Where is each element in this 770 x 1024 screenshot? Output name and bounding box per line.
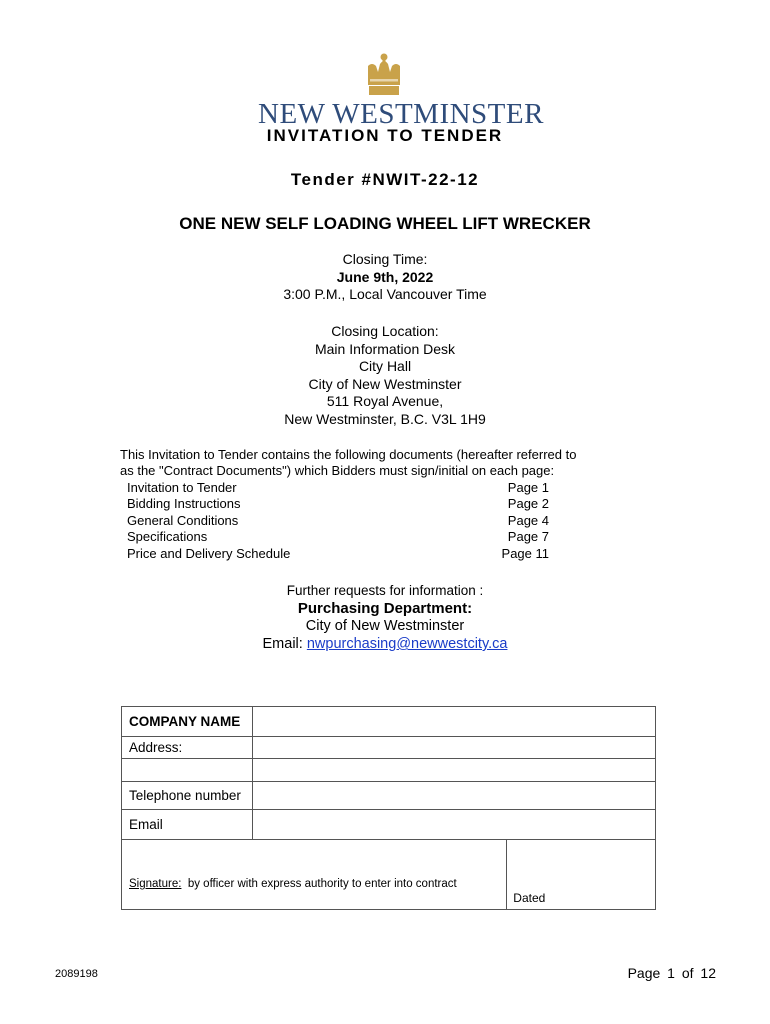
document-row: [127, 529, 549, 545]
address-label-continued: [122, 759, 253, 782]
location-line: City Hall: [358, 358, 412, 374]
closing-location-label: Closing Location:: [331, 323, 439, 339]
document-page: Page 7: [507, 529, 549, 545]
document-name: Bidding Instructions: [127, 496, 241, 512]
document-row: [127, 480, 549, 496]
contact-city: City of New Westminster: [305, 618, 465, 634]
document-page: Page 4: [507, 512, 549, 528]
purchasing-department: Purchasing Department:: [297, 600, 473, 617]
document-name: Price and Delivery Schedule: [127, 545, 291, 561]
contract-documents-list: [127, 480, 549, 562]
contact-email-line: [0, 636, 770, 652]
page-number: Page 1 of 12: [627, 965, 716, 981]
address-field-line2[interactable]: [252, 759, 655, 782]
document-page: Page 1: [507, 480, 549, 495]
dated-label: Dated: [513, 891, 546, 905]
crown-icon: [362, 52, 406, 98]
closing-time-label: Closing Time:: [342, 251, 428, 267]
location-line: City of New Westminster: [308, 375, 462, 392]
telephone-field[interactable]: [252, 782, 655, 810]
dated-field[interactable]: [507, 840, 656, 910]
telephone-label: Telephone number: [122, 782, 253, 810]
email-label: Email:: [262, 636, 303, 652]
document-title: INVITATION TO TENDER: [266, 126, 504, 145]
location-line: Main Information Desk: [314, 340, 456, 357]
project-title: ONE NEW SELF LOADING WHEEL LIFT WRECKER: [179, 214, 591, 233]
location-line: New Westminster, B.C. V3L 1H9: [284, 410, 486, 427]
document-row: [127, 546, 549, 562]
email-link[interactable]: nwpurchasing@newwestcity.ca: [306, 636, 508, 652]
company-name-label: COMPANY NAME: [122, 707, 253, 737]
email-field-label: Email: [122, 810, 253, 840]
signature-description: by officer with express authority to enter into contract: [187, 878, 457, 890]
document-name: Invitation to Tender: [127, 480, 237, 495]
closing-time: 3:00 P.M., Local Vancouver Time: [283, 286, 487, 302]
document-id: 2089198: [55, 968, 98, 980]
tender-number: Tender #NWIT-22-12: [290, 170, 480, 189]
company-info-form: [121, 706, 656, 910]
company-name-field[interactable]: [252, 707, 655, 737]
address-label: Address:: [122, 737, 253, 759]
signature-label: Signature:: [129, 878, 182, 890]
signature-field[interactable]: [122, 840, 507, 910]
document-page: Page 2: [507, 496, 549, 512]
address-field[interactable]: [252, 737, 655, 759]
document-name: Specifications: [127, 529, 208, 545]
document-name: General Conditions: [127, 512, 239, 528]
closing-location-block: [0, 323, 770, 428]
intro-line: This Invitation to Tender contains the following documents (hereafter referred to: [120, 447, 577, 462]
intro-line: as the "Contract Documents") which Bidders must sign/initial on each page:: [120, 463, 555, 478]
document-row: [127, 496, 549, 512]
intro-paragraph: [120, 447, 640, 479]
closing-date: June 9th, 2022: [336, 268, 434, 285]
location-line: 511 Royal Avenue,: [326, 393, 444, 409]
signature-caption: [129, 878, 457, 890]
document-page: Page 11: [501, 545, 549, 561]
closing-time-block: [0, 251, 770, 304]
logo-text: NEW WESTMINSTER: [258, 98, 544, 130]
further-requests: Further requests for information :: [286, 583, 484, 598]
document-row: [127, 513, 549, 529]
email-field[interactable]: [252, 810, 655, 840]
